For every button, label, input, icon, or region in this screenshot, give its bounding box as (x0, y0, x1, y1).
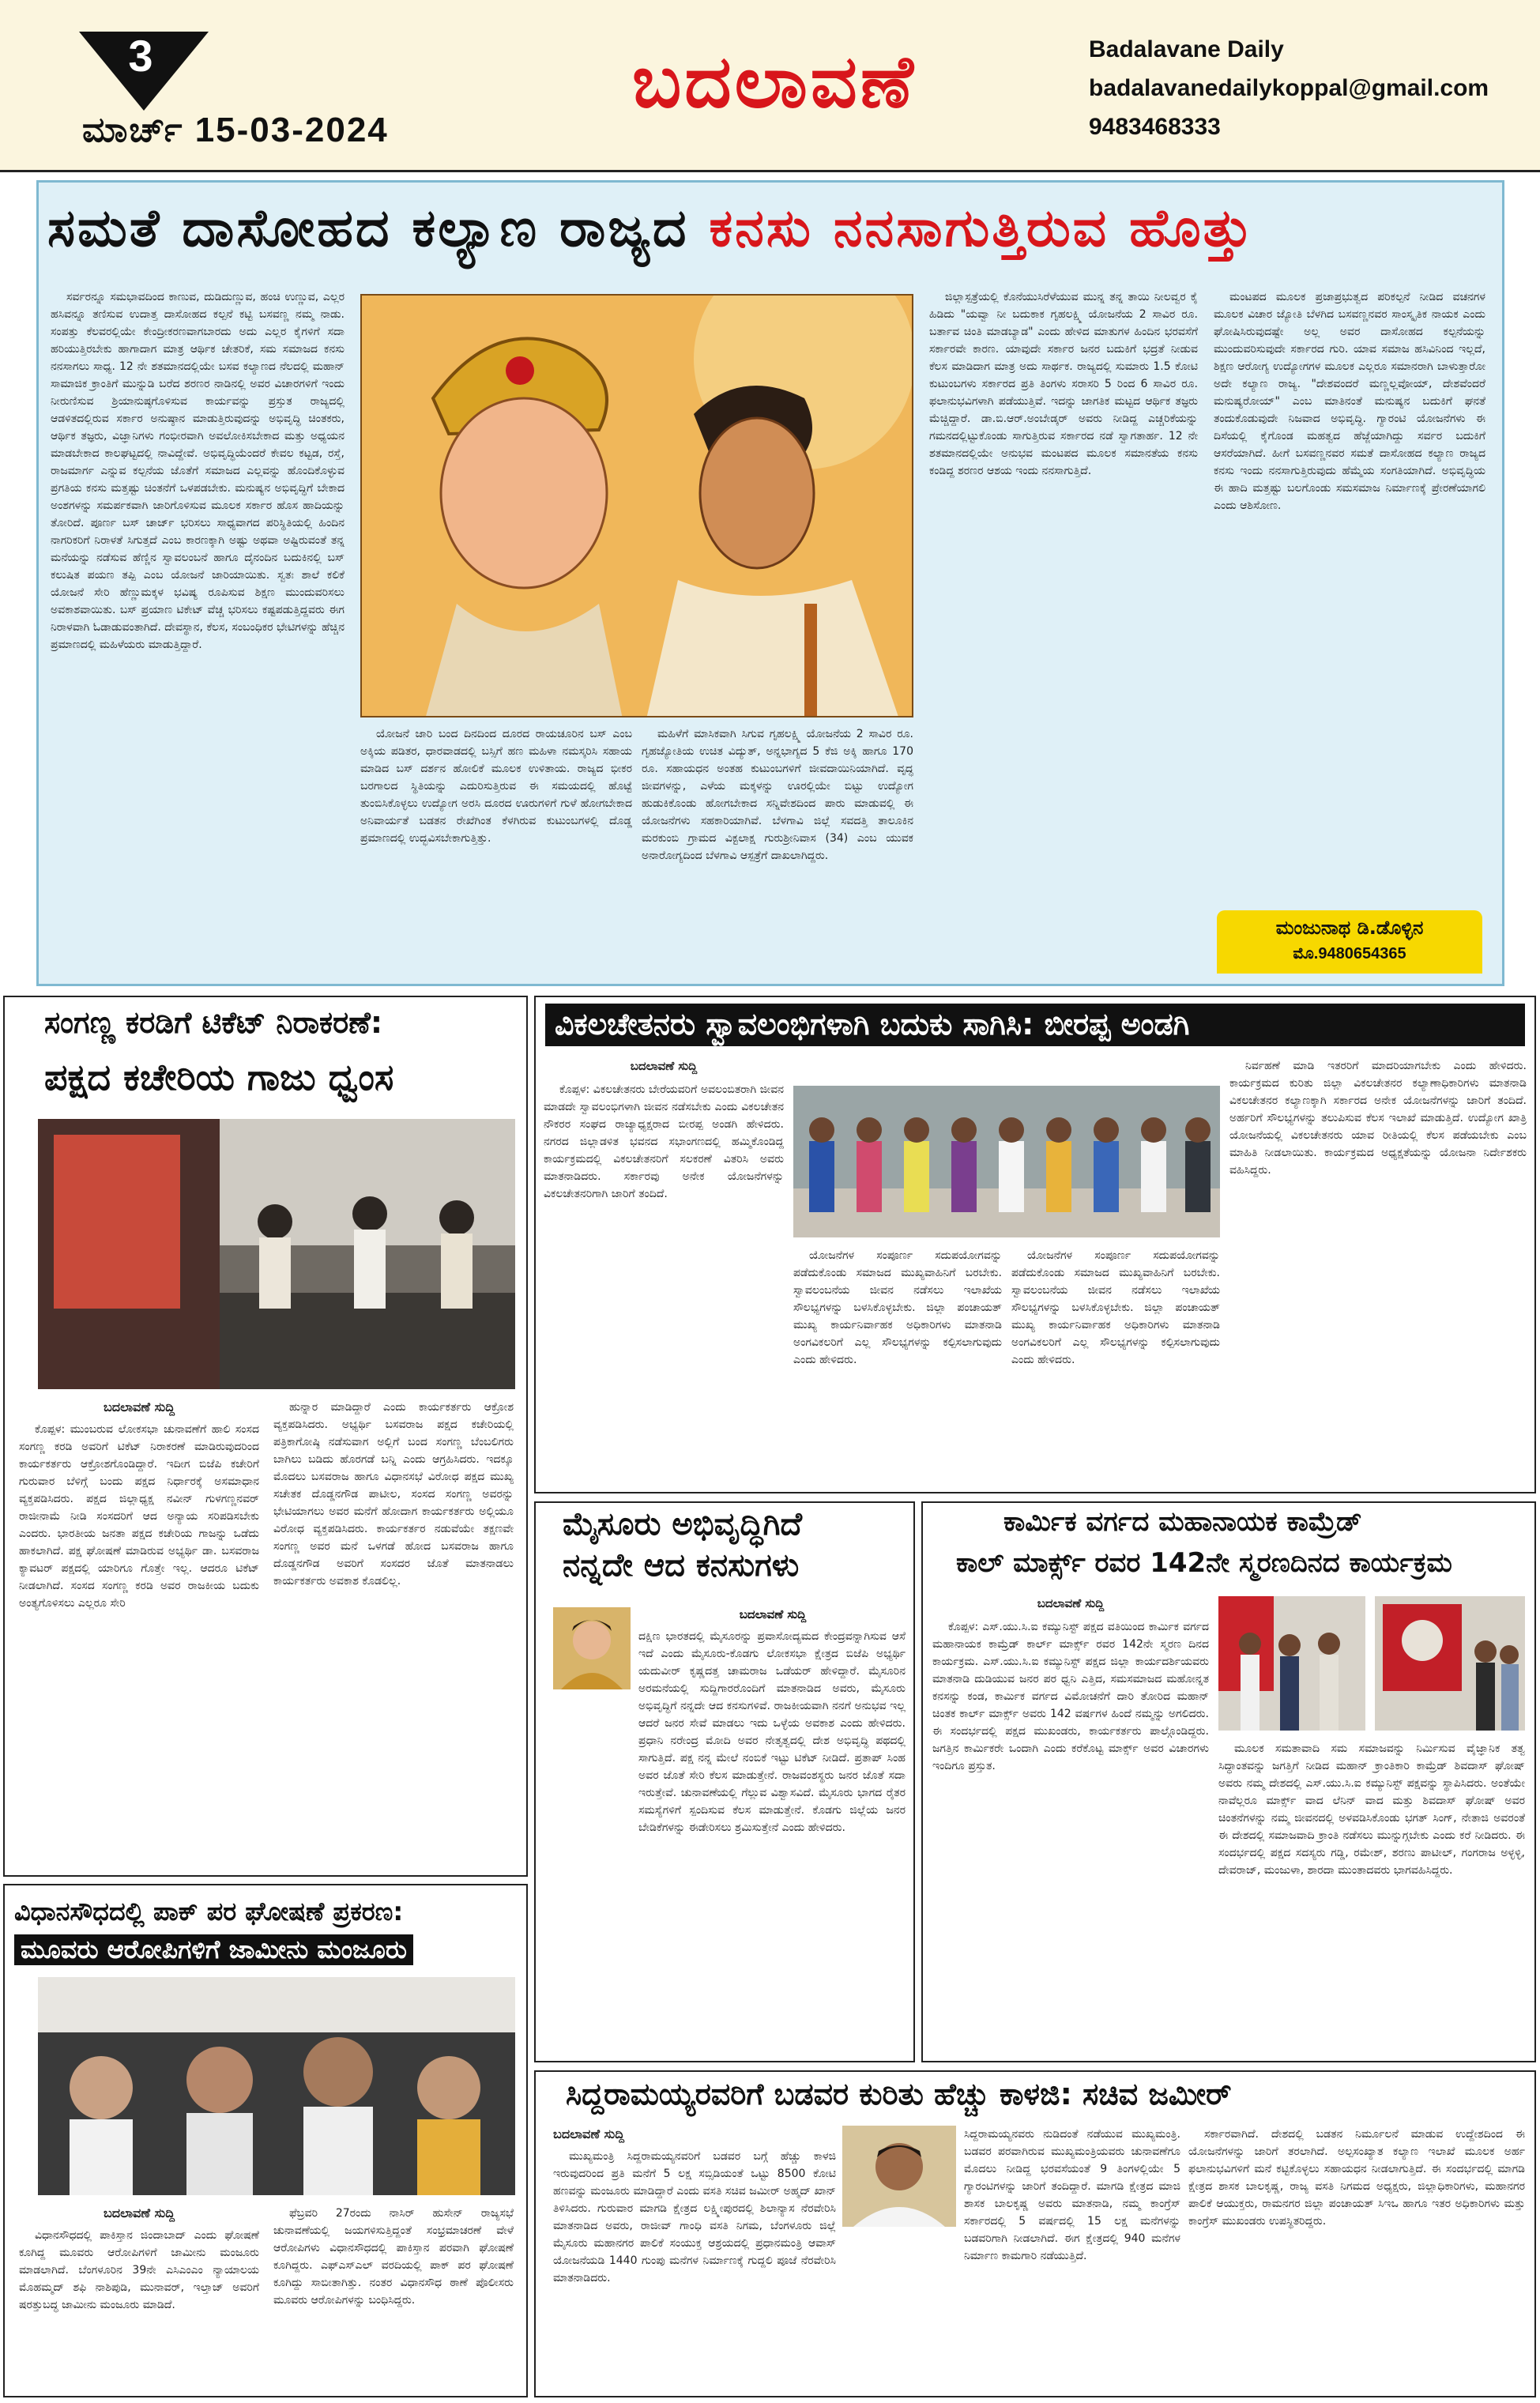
lead-column-5: ಮಂಟಪದ ಮೂಲಕ ಪ್ರಜಾಪ್ರಭುತ್ವದ ಪರಿಕಲ್ಪನೆ ನೀಡಿದ ವಚನಗಳ ಮೂಲಕ ವಿಚಾರ ಜ್ಯೋತಿ ಬೆಳಗಿದ ಬಸವಣ್ಣನವರ ಸಾಂಸ್ಕೃತಿಕ ನಾಯಕ ಎಂದು ಘೋಷಿಸಿರುವುದಷ್ಟೇ ಅಲ್ಲ ಅವರ ದಾಸೋಹದ ಕಲ್ಪನೆಯನ್ನು ಮುಂದುವರಿಸುವುದೇ ಸರ್ಕಾರದ ಗುರಿ. ಯಾವ ಸಮಾಜ ಹಸಿವಿನಿಂದ ಇಲ್ಲದೆ, ಶಿಕ್ಷಣ ಆರೋಗ್ಯ ಉದ್ಯೋಗಗಳ ಮೂಲಕ ಎಲ್ಲರೂ ಸಮಾನರಾಗಿ ಬಾಳುತ್ತಾರೋ ಅದೇ ಕಲ್ಯಾಣ ರಾಜ್ಯ. "ದೇಶವಂದರೆ ಮಣ್ಣಲ್ಲವೋಯ್, ದೇಶವೆಂದರೆ ಮನುಷ್ಯರೋಯ್" ಎಂಬ ಮಾತಿನಂತೆ ಮನುಷ್ಯನ ಬದುಕಿಗೆ ಘನತೆ ತಂದುಕೊಡುವುದೇ ನಿಜವಾದ ಅಭಿವೃದ್ಧಿ. ಗ್ಯಾರಂಟಿ ಯೋಜನೆಗಳು ಈ ದಿಸೆಯಲ್ಲಿ ಕೈಗೊಂಡ ಮಹತ್ವದ ಹೆಜ್ಜೆಯಾಗಿದ್ದು ಸರ್ವರ ಬದುಕಿಗೆ ಆಸರೆಯಾಗಿದೆ. ಹೀಗೆ ಬಸವಣ್ಣನವರ ಸಮತೆ ದಾಸೋಹದ ಕಲ್ಯಾಣ ರಾಜ್ಯದ ಕನಸು ಇಂದು ನನಸಾಗುತ್ತಿರುವುದು ಹೆಮ್ಮೆಯ ಸಂಗತಿಯಾಗಿದೆ. ಅಭಿವೃದ್ಧಿಯ ಈ ಹಾದಿ ಮತ್ತಷ್ಟು ಬಲಗೊಂಡು ಸಮಸಮಾಜ ನಿರ್ಮಾಣಕ್ಕೆ ಪ್ರೇರಣೆಯಾಗಲಿ ಎಂದು ಆಶಿಸೋಣ. (1214, 291, 1485, 512)
marx-portrait-event-photo (1375, 1596, 1525, 1731)
paper-email: badalavanedailykoppal@gmail.com (1089, 75, 1489, 101)
author-name: ಮಂಜುನಾಥ ಡಿ.ಡೊಳ್ಳಿನ (1275, 917, 1424, 939)
story-marx-headline-2: ಕಾಲ್ ಮಾರ್ಕ್ಸ್ ರವರ 142ನೇ ಸ್ಮರಣದಿನದ ಕಾರ್ಯಕ್ರಮ (956, 1547, 1452, 1579)
story-vikala-column-1: ಬದಲಾವಣೆ ಸುದ್ದಿ ಕೊಪ್ಪಳ: ವಿಕಲಚೇತನರು ಬೇರೆಯವರಿಗೆ ಅವಲಂಬಿತರಾಗಿ ಜೀವನ ಮಾಡದೇ ಸ್ವಾವಲಂಭಿಗಳಾಗಿ ಜೀವನ ನಡೆಸಬೇಕು ಎಂದು ವಿಕಲಚೇತನ ನೌಕರರ ಸಂಘದ ರಾಜ್ಯಾಧ್ಯಕ್ಷರಾದ ಬೀರಪ್ಪ ಅಂಡಗಿ ಹೇಳಿದರು. ನಗರದ ಜಿಲ್ಲಾಡಳಿತ ಭವನದ ಸಭಾಂಗಣದಲ್ಲಿ ಹಮ್ಮಿಕೊಂಡಿದ್ದ ಕಾರ್ಯಕ್ರಮದಲ್ಲಿ ವಿಕಲಚೇತನರಿಗೆ ಸಲಕರಣೆ ವಿತರಿಸಿ ಅವರು ಮಾತನಾಡಿದರು. ಸರ್ಕಾರವು ಅನೇಕ ಯೋಜನೆಗಳನ್ನು ವಿಕಲಚೇತನರಿಗಾಗಿ ಜಾರಿಗೆ ತಂದಿದೆ. (544, 1059, 784, 1200)
marx-memorial-group-photo (1218, 1596, 1365, 1731)
story-vidhana-photo (38, 1977, 515, 2195)
story-zameer-headline: ಸಿದ್ದರಾಮಯ್ಯರವರಿಗೆ ಬಡವರ ಕುರಿತು ಹೆಚ್ಚು ಕಾಳಜಿ: ಸಚಿವ ಜಮೀರ್ (566, 2077, 1232, 2111)
story-karadi-photo (38, 1119, 515, 1389)
story-vikala-column-2: ಯೋಜನೆಗಳ ಸಂಪೂರ್ಣ ಸದುಪಯೋಗವನ್ನು ಪಡೆದುಕೊಂಡು ಸಮಾಜದ ಮುಖ್ಯವಾಹಿನಿಗೆ ಬರಬೇಕು. ಸ್ವಾವಲಂಬನೆಯ ಜೀವನ ನಡೆಸಲು ಇಲಾಖೆಯ ಸೌಲಭ್ಯಗಳನ್ನು ಬಳಸಿಕೊಳ್ಳಬೇಕು. ಜಿಲ್ಲಾ ಪಂಚಾಯತ್ ಮುಖ್ಯ ಕಾರ್ಯನಿರ್ವಾಹಕ ಅಧಿಕಾರಿಗಳು ಮಾತನಾಡಿ ಅಂಗವಿಕಲರಿಗೆ ಎಲ್ಲ ಸೌಲಭ್ಯಗಳನ್ನು ಕಲ್ಪಿಸಲಾಗುವುದು ಎಂದು ಹೇಳಿದರು. (793, 1249, 1002, 1366)
story-vikala-column-3: ನಿರ್ವಹಣೆ ಮಾಡಿ ಇತರರಿಗೆ ಮಾದರಿಯಾಗಬೇಕು ಎಂದು ಹೇಳಿದರು. ಕಾರ್ಯಕ್ರಮದ ಕುರಿತು ಜಿಲ್ಲಾ ವಿಕಲಚೇತನರ ಕಲ್ಯಾಣಾಧಿಕಾರಿಗಳು ಮಾತನಾಡಿ ವಿಕಲಚೇತನರ ಕಲ್ಯಾಣಕ್ಕಾಗಿ ಸರ್ಕಾರದ ಅನೇಕ ಯೋಜನೆಗಳನ್ನು ಜಾರಿಗೆ ತಂದಿದೆ. ಅರ್ಹರಿಗೆ ಸೌಲಭ್ಯಗಳನ್ನು ತಲುಪಿಸುವ ಕೆಲಸ ಇಲಾಖೆ ಮಾಡುತ್ತಿದೆ. ಉದ್ಯೋಗ ಖಾತ್ರಿ ಯೋಜನೆಯಲ್ಲಿ ವಿಕಲಚೇತನರು ಯಾವ ರೀತಿಯಲ್ಲಿ ಕೆಲಸ ಪಡೆಯಬೇಕು ಎಂಬ ಮಾಹಿತಿ ನೀಡಲಾಯಿತು. ಕಾರ್ಯಕ್ರಮದ ಅಧ್ಯಕ್ಷತೆಯನ್ನು ಯೋಜನಾ ನಿರ್ದೇಶಕರು ವಹಿಸಿದ್ದರು. (1229, 1060, 1527, 1177)
story-vidhana-headline-1: ವಿಧಾನಸೌಧದಲ್ಲಿ ಪಾಕ್ ಪರ ಘೋಷಣೆ ಪ್ರಕರಣ: (14, 1896, 404, 1927)
author-phone: ಮೊ.9480654365 (1293, 945, 1406, 962)
story-vidhana-column-2: ಫೆಬ್ರವರಿ 27ರಂದು ನಾಸಿರ್ ಹುಸೇನ್ ರಾಜ್ಯಸಭೆ ಚುನಾವಣೆಯಲ್ಲಿ ಜಯಗಳಿಸುತ್ತಿದ್ದಂತೆ ಸಂಭ್ರಮಾಚರಣೆ ವೇಳೆ ಆರೋಪಿಗಳು ವಿಧಾನಸೌಧದಲ್ಲಿ ಪಾಕಿಸ್ತಾನ ಪರವಾಗಿ ಘೋಷಣೆ ಕೂಗಿದ್ದರು. ಎಫ್ಎಸ್ಎಲ್ ವರದಿಯಲ್ಲಿ ಪಾಕ್ ಪರ ಘೋಷಣೆ ಕೂಗಿದ್ದು ಸಾಬೀತಾಗಿತ್ತು. ನಂತರ ವಿಧಾನಸೌಧ ಠಾಣೆ ಪೊಲೀಸರು ಮೂವರು ಆರೋಪಿಗಳನ್ನು ಬಂಧಿಸಿದ್ದರು. (273, 2207, 514, 2307)
masthead (0, 0, 1540, 172)
paper-title-en: Badalavane Daily (1089, 36, 1284, 62)
story-zameer-column-1: ಬದಲಾವಣೆ ಸುದ್ದಿ ಮುಖ್ಯಮಂತ್ರಿ ಸಿದ್ದರಾಮಯ್ಯನವರಿಗೆ ಬಡವರ ಬಗ್ಗೆ ಹೆಚ್ಚು ಕಾಳಜಿ ಇರುವುದರಿಂದ ಪ್ರತಿ ಮನೆಗೆ 5 ಲಕ್ಷ ಸಬ್ಸಿಡಿಯಂತೆ ಒಟ್ಟು 8500 ಕೋಟಿ ಹಣವನ್ನು ಮಂಜೂರು ಮಾಡಿದ್ದಾರೆ ಎಂದು ವಸತಿ ಸಚಿವ ಜಮೀರ್ ಅಹ್ಮದ್ ಖಾನ್ ತಿಳಿಸಿದರು. ಗುರುವಾರ ಮಾಗಡಿ ಕ್ಷೇತ್ರದ ಲಕ್ಷ್ಮೀಪುರದಲ್ಲಿ ಶಿಲಾನ್ಯಾಸ ನೆರವೇರಿಸಿ ಮಾತನಾಡಿದ ಅವರು, ರಾಜೀವ್ ಗಾಂಧಿ ವಸತಿ ನಿಗಮ, ಬೆಂಗಳೂರು ಜಿಲ್ಲೆ ಮೈಸೂರು ಮಹಾನಗರ ಪಾಲಿಕೆ ಸಂಯುಕ್ತ ಆಶ್ರಯದಲ್ಲಿ ಪ್ರಧಾನಮಂತ್ರಿ ಆವಾಸ್ ಯೋಜನೆಯಡಿ 1440 ಗುಂಪು ಮನೆಗಳ ನಿರ್ಮಾಣಕ್ಕೆ ಗುದ್ದಲಿ ಪೂಜೆ ನೆರವೇರಿಸಿ ಮಾತನಾಡಿದರು. (553, 2126, 836, 2284)
office-vandalism-photo (38, 1119, 515, 1389)
story-mysuru-column-1: ದಕ್ಷಿಣ ಭಾರತದಲ್ಲಿ ಮೈಸೂರನ್ನು ಪ್ರವಾಸೋದ್ಯಮದ ಕೇಂದ್ರವನ್ನಾಗಿಸುವ ಆಸೆ ಇದೆ ಎಂದು ಮೈಸೂರು-ಕೊಡಗು ಲೋಕಸಭಾ ಕ್ಷೇತ್ರದ ಬಿಜೆಪಿ ಅಭ್ಯರ್ಥಿ ಯದುವೀರ್ ಕೃಷ್ಣದತ್ತ ಚಾಮರಾಜ ಒಡೆಯರ್ ಹೇಳಿದ್ದಾರೆ. ಮೈಸೂರಿನ ಅರಮನೆಯಲ್ಲಿ ಸುದ್ದಿಗಾರರೊಂದಿಗೆ ಮಾತನಾಡಿದ ಅವರು, ಮೈಸೂರು ಅಭಿವೃದ್ಧಿಗೆ ನನ್ನದೇ ಆದ ಕನಸುಗಳಿವೆ. ರಾಜಕೀಯವಾಗಿ ನನಗೆ ಅನುಭವ ಇಲ್ಲ ಆದರೆ ಜನರ ಸೇವೆ ಮಾಡಲು ಇದು ಒಳ್ಳೆಯ ಅವಕಾಶ ಎಂದು ಹೇಳಿದರು. ಪ್ರಧಾನಿ ನರೇಂದ್ರ ಮೋದಿ ಅವರ ನೇತೃತ್ವದಲ್ಲಿ ದೇಶ ಅಭಿವೃದ್ಧಿ ಪಥದಲ್ಲಿ ಸಾಗುತ್ತಿದೆ. ಪಕ್ಷ ನನ್ನ ಮೇಲೆ ನಂಬಿಕೆ ಇಟ್ಟು ಟಿಕೆಟ್ ನೀಡಿದೆ. ಪ್ರತಾಪ್ ಸಿಂಹ ಅವರ ಜೊತೆ ಸೇರಿ ಕೆಲಸ ಮಾಡುತ್ತೇನೆ. ರಾಜವಂಶಸ್ಥರು ಜನರ ಜೊತೆ ಸದಾ ಇರುತ್ತೇವೆ. ಚುನಾವಣೆಯಲ್ಲಿ ಗೆಲ್ಲುವ ವಿಶ್ವಾಸವಿದೆ. ಮೈಸೂರು ಭಾಗದ ರೈತರ ಸಮಸ್ಯೆಗಳಿಗೆ ಸ್ಪಂದಿಸುವ ಕೆಲಸ ಮಾಡುತ್ತೇನೆ. ಕೊಡಗು ಜಿಲ್ಲೆಯ ಜನರ ಬೇಡಿಕೆಗಳನ್ನು ಈಡೇರಿಸಲು ಶ್ರಮಿಸುತ್ತೇನೆ ಎಂದು ಹೇಳಿದರು. (638, 1630, 906, 1834)
lead-headline (47, 198, 1254, 260)
lead-headline-part2: ಕನಸು ನನಸಾಗುತ್ತಿರುವ ಹೊತ್ತು (709, 198, 1255, 258)
story-mysuru-headline-2: ನನ್ನದೇ ಆದ ಕನಸುಗಳು (563, 1547, 800, 1584)
lead-column-3: ಮಹಿಳೆಗೆ ಮಾಸಿಕವಾಗಿ ಸಿಗುವ ಗೃಹಲಕ್ಷ್ಮಿ ಯೋಜನೆಯ 2 ಸಾವಿರ ರೂ. ಗೃಹಜ್ಯೋತಿಯ ಉಚಿತ ವಿದ್ಯುತ್, ಅನ್ನಭಾಗ್ಯದ 5 ಕೆಜಿ ಅಕ್ಕಿ ಹಾಗೂ 170 ರೂ. ಸಹಾಯಧನ ಅಂತಹ ಕುಟುಂಬಗಳಿಗೆ ಜೀವದಾಯಿನಿಯಾಗಿದೆ. ವೃದ್ಧ ಜೀವಗಳನ್ನು, ಎಳೆಯ ಮಕ್ಕಳನ್ನು ಊರಲ್ಲಿಯೇ ಬಿಟ್ಟು ಉದ್ಯೋಗ ಹುಡುಕಿಕೊಂಡು ಹೋಗಬೇಕಾದ ಸನ್ನಿವೇಶದಿಂದ ಪಾರು ಮಾಡುವಲ್ಲಿ ಈ ಯೋಜನೆಗಳು ಸಹಕಾರಿಯಾಗಿವೆ. ಬೆಳಗಾವಿ ಜಿಲ್ಲೆ ಸವದತ್ತಿ ತಾಲೂಕಿನ ಮರಕುಂಬಿ ಗ್ರಾಮದ ವಿಕ್ಟಲಾಕ್ಷ ಗುರುಶ್ರೀನಿವಾಸ (34) ಎಂಬ ಯುವಕ ಅನಾರೋಗ್ಯದಿಂದ ಬೆಳಗಾವಿ ಆಸ್ಪತ್ರೆಗೆ ದಾಖಲಾಗಿದ್ದರು. (642, 728, 913, 862)
author-signature-box (1217, 910, 1482, 974)
story-karadi-column-2: ಹುನ್ನಾರ ಮಾಡಿದ್ದಾರೆ ಎಂದು ಕಾರ್ಯಕರ್ತರು ಆಕ್ರೋಶ ವ್ಯಕ್ತಪಡಿಸಿದರು. ಅಭ್ಯರ್ಥಿ ಬಸವರಾಜ ಪಕ್ಷದ ಕಚೇರಿಯಲ್ಲಿ ಪತ್ರಿಕಾಗೋಷ್ಠಿ ನಡೆಸುವಾಗ ಅಲ್ಲಿಗೆ ಬಂದ ಸಂಗಣ್ಣ ಬೆಂಬಲಿಗರು ಬಾಗಿಲು ಬಡಿದು ಹೊರಗಡೆ ಬನ್ನಿ ಎಂದು ಆಗ್ರಹಿಸಿದರು. ಇದಕ್ಕೂ ಮೊದಲು ಬಸವರಾಜ ಹಾಗೂ ವಿಧಾನಸಭೆ ವಿರೋಧ ಪಕ್ಷದ ಮುಖ್ಯ ಸಚೇತಕ ದೊಡ್ಡನಗೌಡ ಪಾಟೀಲ, ಸಂಸದ ಸಂಗಣ್ಣ ಅವರನ್ನು ಭೇಟಿಯಾಗಲು ಅವರ ಮನೆಗೆ ಹೋದಾಗ ಕಾರ್ಯಕರ್ತರು ಅಲ್ಲಿಯೂ ವಿರೋಧ ವ್ಯಕ್ತಪಡಿಸಿದರು. ಕಾರ್ಯಕರ್ತರ ನಡುವೆಯೇ ತಕ್ಷಣವೇ ಸಂಗಣ್ಣ ಅವರ ಮನೆ ಒಳಗಡೆ ಹೋದ ಬಸವರಾಜ ಹಾಗೂ ದೊಡ್ಡನಗೌಡ ಅವರಿಗೆ ಸಂಸದರ ಜೊತೆ ಮಾತನಾಡಲು ಕಾರ್ಯಕರ್ತರು ಅವಕಾಶ ಕೊಡಲಿಲ್ಲ. (273, 1401, 514, 1588)
story-mysuru-headline-1: ಮೈಸೂರು ಅಭಿವೃದ್ಧಿಗಿದೆ (563, 1506, 802, 1542)
story-marx-column-2: ಮೂಲಕ ಸಮತಾವಾದಿ ಸಮ ಸಮಾಜವನ್ನು ನಿರ್ಮಿಸುವ ವೈಜ್ಞಾನಿಕ ತತ್ವ ಸಿದ್ಧಾಂತವನ್ನು ಜಗತ್ತಿಗೆ ನೀಡಿದ ಮಹಾನ್ ಕ್ರಾಂತಿಕಾರಿ ಕಾಮ್ರೆಡ್ ಶಿವದಾಸ್ ಘೋಷ್ ಅವರು ನಮ್ಮ ದೇಶದಲ್ಲಿ ಎಸ್.ಯು.ಸಿ.ಐ ಕಮ್ಯುನಿಸ್ಟ್ ಪಕ್ಷವನ್ನು ಸ್ಥಾಪಿಸಿದರು. ಅಂತೆಯೇ ನಾವೆಲ್ಲರೂ ಮಾರ್ಕ್ಸ್ ವಾದ ಲೆನಿನ್ ವಾದ ಮತ್ತು ಶಿವದಾಸ್ ಘೋಷ್ ಅವರ ಚಿಂತನೆಗಳನ್ನು ನಮ್ಮ ಜೀವನದಲ್ಲಿ ಅಳವಡಿಸಿಕೊಂಡು ಭಗತ್ ಸಿಂಗ್, ನೇತಾಜಿ ಅವರಂತೆ ಈ ದೇಶದಲ್ಲಿ ಸಮಾಜವಾದಿ ಕ್ರಾಂತಿ ನಡೆಸಲು ಮುನ್ನುಗ್ಗಬೇಕು ಎಂದು ಕರೆ ನೀಡಿದರು. ಈ ಸಂದರ್ಭದಲ್ಲಿ ಪಕ್ಷದ ಸದಸ್ಯರು ಗಡ್ಡಿ, ರಮೇಶ್, ಶರಣು ಪಾಟೀಲ್, ಗಂಗರಾಜ ಅಳ್ಳಳ್ಳಿ, ದೇವರಾಜ್, ಮಂಜುಳಾ, ಶಾರದಾ ಮುಂತಾದವರು ಭಾಗವಹಿಸಿದ್ದರು. (1218, 1742, 1525, 1877)
story-vikala-headline: ವಿಕಲಚೇತನರು ಸ್ವಾವಲಂಭಿಗಳಾಗಿ ಬದುಕು ಸಾಗಿಸಿ: ಬೀರಪ್ಪ ಅಂಡಗಿ (545, 1004, 1525, 1046)
protest-crowd-photo (38, 1977, 515, 2195)
page-number: 3 (128, 31, 153, 81)
paper-phone: 9483468333 (1089, 114, 1221, 140)
lead-headline-part1: ಸಮತೆ ದಾಸೋಹದ ಕಲ್ಯಾಣ ರಾಜ್ಯದ (47, 198, 710, 258)
story-marx-column-1: ಬದಲಾವಣೆ ಸುದ್ದಿ ಕೊಪ್ಪಳ: ಎಸ್.ಯು.ಸಿ.ಐ ಕಮ್ಯುನಿಸ್ಟ್ ಪಕ್ಷದ ವತಿಯಿಂದ ಕಾರ್ಮಿಕ ವರ್ಗದ ಮಹಾನಾಯಕ ಕಾಮ್ರೆಡ್ ಕಾರ್ಲ್ ಮಾರ್ಕ್ಸ್ ರವರ 142ನೇ ಸ್ಮರಣ ದಿನದ ಕಾರ್ಯಕ್ರಮ. ಎಸ್.ಯು.ಸಿ.ಐ ಕಮ್ಯುನಿಸ್ಟ್ ಪಕ್ಷದ ಜಿಲ್ಲಾ ಕಾರ್ಯದರ್ಶಿಯವರು ಮಾತನಾಡಿ ದುಡಿಯುವ ಜನರ ಪರ ಧ್ವನಿ ಎತ್ತಿದ, ಸಮಸಮಾಜದ ಮಹೋನ್ನತ ಕನಸನ್ನು ಕಂಡ, ಕಾರ್ಮಿಕ ವರ್ಗದ ವಿಮೋಚನೆಗೆ ದಾರಿ ತೋರಿದ ಮಹಾನ್ ಚಿಂತಕ ಕಾರ್ಲ್ ಮಾರ್ಕ್ಸ್ ಅವರು 142 ವರ್ಷಗಳ ಹಿಂದೆ ನಮ್ಮನ್ನು ಅಗಲಿದರು. ಈ ಸಂದರ್ಭದಲ್ಲಿ ಪಕ್ಷದ ಮುಖಂಡರು, ಕಾರ್ಯಕರ್ತರು ಪಾಲ್ಗೊಂಡಿದ್ದರು. ಜಗತ್ತಿನ ಕಾರ್ಮಿಕರೇ ಒಂದಾಗಿ ಎಂದು ಕರೆಕೊಟ್ಟ ಮಾರ್ಕ್ಸ್ ಅವರ ವಿಚಾರಗಳು ಇಂದಿಗೂ ಪ್ರಸ್ತುತ. (932, 1596, 1209, 1772)
basavanna-illustration (362, 296, 913, 718)
story-karadi-headline-1: ಸಂಗಣ್ಣ ಕರಡಿಗೆ ಟಿಕೆಟ್ ನಿರಾಕರಣೆ: (44, 1005, 383, 1040)
story-vidhana-headline-2: ಮೂವರು ಆರೋಪಿಗಳಿಗೆ ಜಾಮೀನು ಮಂಜೂರು (14, 1934, 413, 1965)
lead-column-2: ಯೋಜನೆ ಜಾರಿ ಬಂದ ದಿನದಿಂದ ದೂರದ ರಾಯಚೂರಿನ ಬಸ್ ಎಂಬ ಅಕ್ಕಿಯ ಪಡಿತರ, ಧಾರವಾಡದಲ್ಲಿ ಬಸ್ಸಿಗೆ ಹಣ ಮಹಿಳಾ ನಮಸ್ಕರಿಸಿ ಸಹಾಯ ಮಾಡಿದ ಬಸ್ ದರ್ಶನ ಹೋಲಿಕೆ ಮೂಲಕ ಉಳಿತಾಯ. ರಾಜ್ಯದ ಭೀಕರ ಬರಗಾಲದ ಸ್ಥಿತಿಯನ್ನು ಎದುರಿಸುತ್ತಿರುವ ಈ ಸಮಯದಲ್ಲಿ ಹೊಟ್ಟೆ ತುಂಬಿಸಿಕೊಳ್ಳಲು ಉದ್ಯೋಗ ಅರಸಿ ದೂರದ ಊರುಗಳಿಗೆ ಗುಳೆ ಹೋಗಬೇಕಾದ ಅನಿವಾರ್ಯತೆ ಬಡತನ ರೇಖೆಗಿಂತ ಕೆಳಗಿರುವ ಕುಟುಂಬಗಳಲ್ಲಿ ದೊಡ್ಡ ಪ್ರಮಾಣದಲ್ಲಿ ಉದ್ಭವಿಸಬೇಕಾಗುತ್ತಿತ್ತು. (360, 728, 632, 845)
story-marx-headline-1: ಕಾರ್ಮಿಕ ವರ್ಗದ ಮಹಾನಾಯಕ ಕಾಮ್ರೆಡ್ (1003, 1506, 1362, 1538)
paper-name: ಬದಲಾವಣೆ (632, 40, 917, 124)
contact-block (1089, 30, 1489, 146)
story-zameer-column-3: ಸರ್ಕಾರವಾಗಿದೆ. ದೇಶದಲ್ಲಿ ಬಡತನ ನಿರ್ಮೂಲನೆ ಮಾಡುವ ಉದ್ದೇಶದಿಂದ ಈ ಯೋಜನೆಗಳನ್ನು ಜಾರಿಗೆ ತರಲಾಗಿದೆ. ಅಲ್ಪಸಂಖ್ಯಾತ ಕಲ್ಯಾಣ ಇಲಾಖೆ ಮೂಲಕ ಅರ್ಹ ಫಲಾನುಭವಿಗಳಿಗೆ ಮನೆ ಕಟ್ಟಿಕೊಳ್ಳಲು ಸಹಾಯಧನ ನೀಡಲಾಗುತ್ತಿದೆ. ಈ ಸಂದರ್ಭದಲ್ಲಿ ಮಾಗಡಿ ಕ್ಷೇತ್ರದ ಶಾಸಕ ಬಾಲಕೃಷ್ಣ, ರಾಜ್ಯ ವಸತಿ ನಿಗಮದ ಅಧ್ಯಕ್ಷರು, ಜಿಲ್ಲಾಧಿಕಾರಿಗಳು, ಮಹಾನಗರ ಪಾಲಿಕೆ ಆಯುಕ್ತರು, ರಾಮನಗರ ಜಿಲ್ಲಾ ಪಂಚಾಯತ್ ಸಿಇಒ ಹಾಗೂ ಇತರ ಅಧಿಕಾರಿಗಳು ಮತ್ತು ಕಾಂಗ್ರೆಸ್ ಮುಖಂಡರು ಉಪಸ್ಥಿತರಿದ್ದರು. (1188, 2128, 1525, 2228)
story-vikala-column-2b: ಯೋಜನೆಗಳ ಸಂಪೂರ್ಣ ಸದುಪಯೋಗವನ್ನು ಪಡೆದುಕೊಂಡು ಸಮಾಜದ ಮುಖ್ಯವಾಹಿನಿಗೆ ಬರಬೇಕು. ಸ್ವಾವಲಂಬನೆಯ ಜೀವನ ನಡೆಸಲು ಇಲಾಖೆಯ ಸೌಲಭ್ಯಗಳನ್ನು ಬಳಸಿಕೊಳ್ಳಬೇಕು. ಜಿಲ್ಲಾ ಪಂಚಾಯತ್ ಮುಖ್ಯ ಕಾರ್ಯನಿರ್ವಾಹಕ ಅಧಿಕಾರಿಗಳು ಮಾತನಾಡಿ ಅಂಗವಿಕಲರಿಗೆ ಎಲ್ಲ ಸೌಲಭ್ಯಗಳನ್ನು ಕಲ್ಪಿಸಲಾಗುವುದು ಎಂದು ಹೇಳಿದರು. (1011, 1249, 1220, 1366)
publication-date: ಮಾರ್ಚ್ 15-03-2024 (82, 111, 389, 149)
story-marx-photo-2 (1375, 1596, 1525, 1731)
story-vidhana-column-1: ಬದಲಾವಣೆ ಸುದ್ದಿ ವಿಧಾನಸೌಧದಲ್ಲಿ ಪಾಕಿಸ್ತಾನ ಜಿಂದಾಬಾದ್ ಎಂದು ಘೋಷಣೆ ಕೂಗಿದ್ದ ಮೂವರು ಆರೋಪಿಗಳಿಗೆ ಜಾಮೀನು ಮಂಜೂರು ಮಾಡಲಾಗಿದೆ. ಬೆಂಗಳೂರಿನ 39ನೇ ಎಸಿಎಂಎಂ ನ್ಯಾಯಾಲಯ ಮೊಹಮ್ಮದ್ ಶಫಿ ನಾಶಿಪುಡಿ, ಮುನಾವರ್, ಇಲ್ತಾಜ್ ಅವರಿಗೆ ಷರತ್ತುಬದ್ಧ ಜಾಮೀನು ಮಂಜೂರು ಮಾಡಿದೆ. (19, 2205, 259, 2311)
lead-image-basavanna-painting (360, 294, 913, 718)
story-vikala-photo (793, 1086, 1220, 1237)
lead-column-1: ಸರ್ವರನ್ನೂ ಸಮಭಾವದಿಂದ ಕಾಣುವ, ದುಡಿದುಣ್ಣುವ, ಹಂಚಿ ಉಣ್ಣುವ, ಎಲ್ಲರ ಹಸಿವನ್ನೂ ತಣಿಸುವ ಉದಾತ್ತ ದಾಸೋಹದ ಕಲ್ಪನೆ ಕಟ್ಟಿ ಬಸವಣ್ಣ ನಮ್ಮ ನಾಡು. ಸಂಪತ್ತು ಕೆಲವರಲ್ಲಿಯೇ ಕೇಂದ್ರೀಕರಣವಾಗಬಾರದು ಅದು ಎಲ್ಲರ ಕೈಗಳಿಗೆ ಸದಾ ಹರಿಯುತ್ತಿರಬೇಕು ಹಾಗಾದಾಗ ಮಾತ್ರ ಆರ್ಥಿಕ ಚೇತರಿಕೆ, ಸಮ ಸಮಾಜದ ಕನಸು ನನಸಾಗಲು ಸಾಧ್ಯ. 12 ನೇ ಶತಮಾನದಲ್ಲಿಯೇ ಬಸವ ಕಲ್ಯಾಣದ ನೆಲದಲ್ಲಿ ಮಹಾನ್ ಸಾಮಾಜಿಕ ಕ್ರಾಂತಿಗೆ ಮುನ್ನುಡಿ ಬರೆದ ಶರಣರ ನಾಡಿನಲ್ಲಿ ಅವರ ವಿಚಾರಗಳಿಗೆ ಇಂದು ನೀರುಣಿಸುವ ಶ್ರಿಯಾನುಷ್ಠಗೊಳಿಸುವ ಕಾರ್ಯವನ್ನು ಪ್ರಸ್ತುತ ರಾಜ್ಯದಲ್ಲಿ ಆಡಳಿತದಲ್ಲಿರುವ ಸರ್ಕಾರ ಅನುಷ್ಠಾನ ಮಾಡುತ್ತಿರುವುದನ್ನು ಅಭಿವೃದ್ಧಿ ಚಿಂತಕರು, ಆರ್ಥಿಕ ತಜ್ಞರು, ವಿಜ್ಞಾನಿಗಳು ಗಂಭೀರವಾಗಿ ಅವಲೋಕಿಸಬೇಕಾದ ಮತ್ತು ಅಧ್ಯಯನ ಮಾಡಬೇಕಾದ ಕಾಲಘಟ್ಟದಲ್ಲಿ ನಾವಿದ್ದೇವೆ. ಅಭಿವೃದ್ಧಿಯೆಂದರೆ ಕೇವಲ ಕಟ್ಟಡ, ರಸ್ತೆ, ರಾಜಮಾರ್ಗ ಎನ್ನುವ ಕಲ್ಪನೆಯ ಜೊತೆಗೆ ಸಮಾಜದ ಎಲ್ಲವನ್ನು ಹೊಂದಿಕೊಳ್ಳುವ ಪ್ರಗತಿಯ ಕನಸು ಮತ್ತಷ್ಟು ಚಿಂತನೆಗೆ ಒಳಪಡಬೇಕು. ಮನುಷ್ಯನ ಅಭಿವೃದ್ಧಿಗೆ ಬೇಕಾದ ಅಂಶಗಳನ್ನು ಸಮರ್ಪಕವಾಗಿ ಜಾರಿಗೊಳಿಸುವ ಮೂಲಕ ಸರ್ಕಾರ ಹೊಸ ಹಾದಿಯನ್ನು ತೋರಿದೆ. ಪೂರ್ಣ ಬಸ್ ಚಾರ್ಜ್ ಭರಿಸಲು ಸಾಧ್ಯವಾಗದ ಪರಿಸ್ಥಿತಿಯಲ್ಲಿ ಹಿಂದಿನ ನಾಗರಿಕರಿಗೆ ನಿರಾಳತೆ ಸಿಗುತ್ತದೆ ಎಂಬ ಕಾರಣಕ್ಕಾಗಿ ಅಷ್ಟು ಅಥವಾ ಅಷ್ಟಿರುವಂತೆ ತನ್ನ ಮನೆಯನ್ನು ನಡೆಸುವ ಹೆಣ್ಣಿನ ಸ್ವಾವಲಂಬನೆ ಹಾಗೂ ದೈನಂದಿನ ಬದುಕಿನಲ್ಲಿ ಬಸ್ ಕಲುಷಿತ ಪಯಣ ತಪ್ಪಿ ಎಂಬ ಯೋಜನೆ ಜಾರಿಯಾಯಿತು. ಸ್ವತಃ ಶಾಲೆ ಕಲಿಕೆ ಯೋಜನೆ ಸೇರಿ ಹೆಣ್ಣುಮಕ್ಕಳ ಭವಿಷ್ಯ ರೂಪಿಸುವ ಶಿಕ್ಷಣ ಮುಂದುವರಿಸಲು ಅವಕಾಶವಾಯಿತು. ಬಸ್ ಪ್ರಯಾಣ ಟಿಕೇಟ್ ವೆಚ್ಚ ಭರಿಸಲು ಕಷ್ಟಪಡುತ್ತಿದ್ದವರು ಈಗ ನಿರಾಳವಾಗಿ ಓಡಾಡುವಂತಾಗಿದೆ. ದೇವಸ್ಥಾನ, ಕೆಲಸ, ಸಂಬಂಧಿಕರ ಭೇಟಿಗಳನ್ನು ಹೆಚ್ಚಿನ ಪ್ರಮಾಣದಲ್ಲಿ ಮಹಿಳೆಯರು ಮಾಡುತ್ತಿದ್ದಾರೆ. (51, 291, 345, 651)
lead-column-4: ಜಿಲ್ಲಾಸ್ಪತ್ರೆಯಲ್ಲಿ ಕೊನೆಯುಸಿರೆಳೆಯುವ ಮುನ್ನ ತನ್ನ ತಾಯಿ ನೀಲವ್ವರ ಕೈ ಹಿಡಿದು "ಯವ್ವಾ ನೀ ಬದುಕಾಕ ಗೃಹಲಕ್ಷ್ಮಿ ಯೋಜನೆಯ 2 ಸಾವಿರ ರೂ. ಬರ್ತಾವ ಚಿಂತಿ ಮಾಡಬ್ಯಾಡ" ಎಂದು ಹೇಳಿದ ಮಾತುಗಳ ಹಿಂದಿನ ಭರವಸೆಗೆ ಸರ್ಕಾರವೇ ಕಾರಣ. ಯಾವುದೇ ಸರ್ಕಾರ ಜನರ ಬದುಕಿಗೆ ಭದ್ರತೆ ನೀಡುವ ಕೆಲಸ ಮಾಡಿದಾಗ ಮಾತ್ರ ಅದು ಸಾರ್ಥಕ. ರಾಜ್ಯದಲ್ಲಿ ಸುಮಾರು 1.5 ಕೋಟಿ ಕುಟುಂಬಗಳು ಸರ್ಕಾರದ ಪ್ರತಿ ತಿಂಗಳು ಸರಾಸರಿ 5 ರಿಂದ 6 ಸಾವಿರ ರೂ. ಫಲಾನುಭವಿಗಳಾಗಿ ಪಡೆಯುತ್ತಿವೆ. ಇದನ್ನು ಜಾಗತಿಕ ಮಟ್ಟದ ಆರ್ಥಿಕ ತಜ್ಞರು ಮೆಚ್ಚಿದ್ದಾರೆ. ಡಾ.ಬಿ.ಆರ್.ಅಂಬೇಡ್ಕರ್ ಅವರು ನೀಡಿದ್ದ ಎಚ್ಚರಿಕೆಯನ್ನು ಗಮನದಲ್ಲಿಟ್ಟುಕೊಂಡು ಸಾಗುತ್ತಿರುವ ಸರ್ಕಾರದ ನಡೆ ಸ್ವಾಗತಾರ್ಹ. 12 ನೇ ಶತಮಾನದಲ್ಲಿಯೇ ಅನುಭವ ಮಂಟಪದ ಮೂಲಕ ಸಮಾನತೆಯ ಕನಸು ಕಂಡಿದ್ದ ಶರಣರ ಆಶಯ ಇಂದು ನನಸಾಗುತ್ತಿದೆ. (929, 291, 1198, 477)
story-zameer-column-2: ಸಿದ್ದರಾಮಯ್ಯನವರು ನುಡಿದಂತೆ ನಡೆಯುವ ಮುಖ್ಯಮಂತ್ರಿ. ಬಡವರ ಪರವಾಗಿರುವ ಮುಖ್ಯಮಂತ್ರಿಯವರು ಚುನಾವಣೆಗೂ ಮೊದಲು ನೀಡಿದ್ದ ಭರವಸೆಯಂತೆ 9 ತಿಂಗಳಲ್ಲಿಯೇ 5 ಗ್ಯಾರಂಟಿಗಳನ್ನು ಜಾರಿಗೆ ತಂದಿದ್ದಾರೆ. ಮಾಗಡಿ ಕ್ಷೇತ್ರದ ಮಾಜಿ ಶಾಸಕ ಬಾಲಕೃಷ್ಣ ಅವರು ಮಾತನಾಡಿ, ನಮ್ಮ ಕಾಂಗ್ರೆಸ್ ಸರ್ಕಾರದಲ್ಲಿ 5 ವರ್ಷದಲ್ಲಿ 15 ಲಕ್ಷ ಮನೆಗಳನ್ನು ಬಡವರಿಗಾಗಿ ನೀಡಲಾಗಿದೆ. ಈಗ ಕ್ಷೇತ್ರದಲ್ಲಿ 940 ಮನೆಗಳ ನಿರ್ಮಾಣ ಕಾಮಗಾರಿ ನಡೆಯುತ್ತಿದೆ. (964, 2128, 1180, 2262)
story-marx-photo-1 (1218, 1596, 1365, 1731)
story-karadi-column-1: ಬದಲಾವಣೆ ಸುದ್ದಿ ಕೊಪ್ಪಳ: ಮುಂಬರುವ ಲೋಕಸಭಾ ಚುನಾವಣೆಗೆ ಹಾಲಿ ಸಂಸದ ಸಂಗಣ್ಣ ಕರಡಿ ಅವರಿಗೆ ಟಿಕೆಟ್ ನಿರಾಕರಣೆ ಮಾಡಿರುವುದರಿಂದ ಕಾರ್ಯಕರ್ತರು ಆಕ್ರೋಶಗೊಂಡಿದ್ದಾರೆ. ಇದೀಗ ಬಿಜೆಪಿ ಕಚೇರಿಗೆ ಗುರುವಾರ ಬೆಳಿಗ್ಗೆ ಬಂದು ಪಕ್ಷದ ನಿರ್ಧಾರಕ್ಕೆ ಅಸಮಾಧಾನ ವ್ಯಕ್ತಪಡಿಸಿದರು. ಪಕ್ಷದ ಜಿಲ್ಲಾಧ್ಯಕ್ಷ ನವೀನ್ ಗುಳಗಣ್ಣನವರ್ ರಾಜೀನಾಮೆ ನೀಡಿ ಸಂಸದರಿಗೆ ಆದ ಅನ್ಯಾಯ ಸರಿಪಡಿಸಬೇಕು ಎಂದರು. ಭಾರತೀಯ ಜನತಾ ಪಕ್ಷದ ಕಚೇರಿಯ ಗಾಜನ್ನು ಒಡೆದು ಹಾಕಲಾಗಿದೆ. ಪಕ್ಷ ಘೋಷಣೆ ಮಾಡಿರುವ ಅಭ್ಯರ್ಥಿ ಡಾ. ಬಸವರಾಜ ಕ್ಯಾವಟರ್ ಪಕ್ಷದಲ್ಲಿ ಯಾರಿಗೂ ಗೊತ್ತೇ ಇಲ್ಲ. ಆದರೂ ಟಿಕೆಟ್ ನೀಡಲಾಗಿದೆ. ಸಂಸದ ಸಂಗಣ್ಣ ಕರಡಿ ಅವರ ರಾಜಕೀಯ ಬದುಕು ಅಂತ್ಯಗೊಳಿಸಲು ಎಲ್ಲರೂ ಸೇರಿ (19, 1399, 259, 1610)
disability-event-photo (793, 1086, 1220, 1237)
story-mysuru-byline: ಬದಲಾವಣೆ ಸುದ್ದಿ (739, 1607, 807, 1621)
story-karadi-headline-2: ಪಕ್ಷದ ಕಚೇರಿಯ ಗಾಜು ಧ್ವಂಸ (44, 1056, 394, 1098)
